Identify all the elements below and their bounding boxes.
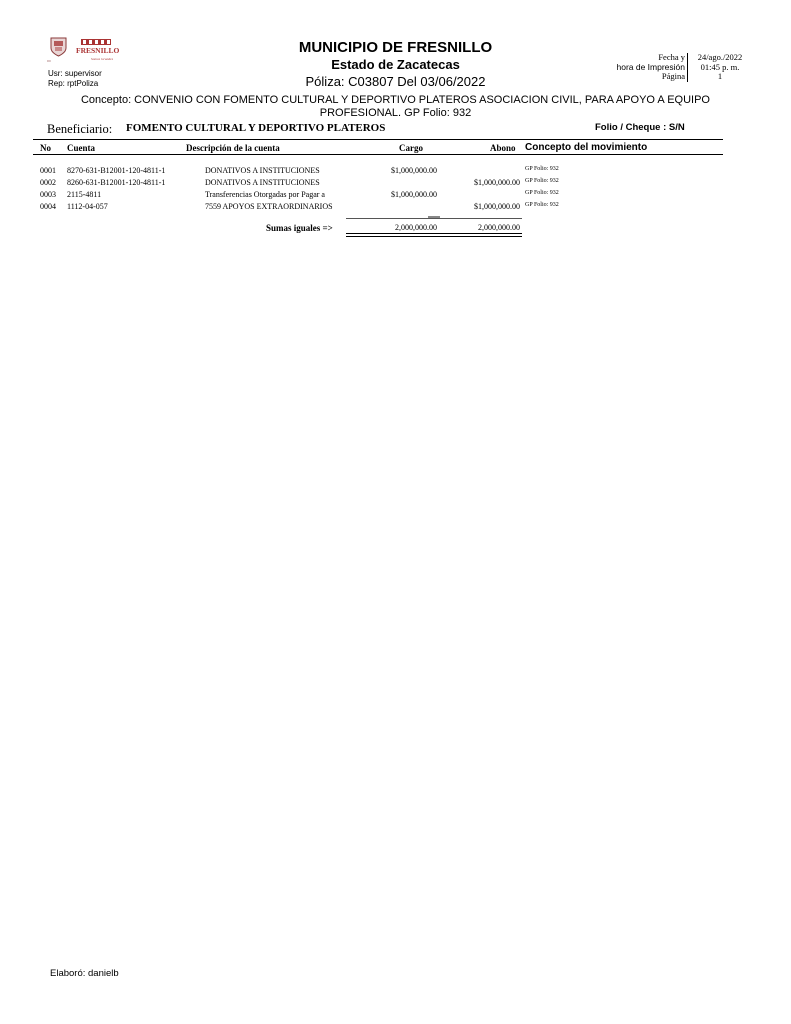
sumas-iguales-label: Sumas iguales => [266, 223, 333, 233]
folio-cheque: Folio / Cheque : S/N [595, 122, 685, 133]
elaboro-label: Elaboró: danielb [50, 968, 119, 979]
column-header-concepto: Concepto del movimiento [525, 142, 648, 153]
print-info-divider [687, 53, 688, 82]
logo-tagline-small: ▭ [47, 58, 51, 63]
hora-value: 01:45 p. m. [700, 61, 740, 72]
pagina-value: 1 [717, 71, 723, 81]
row-cuenta: 2115-4811 [67, 190, 102, 199]
column-header-cuenta: Cuenta [67, 143, 96, 153]
row-cuenta: 8270-631-B12001-120-4811-1 [67, 166, 166, 175]
column-header-descripcion: Descripción de la cuenta [186, 143, 280, 153]
fecha-value: 24/ago./2022 [697, 52, 743, 62]
totals-line-top [346, 218, 522, 219]
concepto-line-2: PROFESIONAL. GP Folio: 932 [319, 107, 472, 119]
concepto-block [0, 94, 791, 120]
row-abono: $1,000,000.00 [474, 202, 520, 211]
poliza-line: Póliza: C03807 Del 03/06/2022 [305, 74, 486, 89]
table-row [0, 202, 791, 214]
row-cuenta: 1112-04-057 [67, 202, 108, 211]
column-header-cargo: Cargo [399, 143, 423, 153]
row-no: 0003 [40, 190, 56, 199]
page-subtitle: Estado de Zacatecas [331, 57, 460, 72]
beneficiario-label: Beneficiario: [47, 122, 113, 136]
totals-double-line-2 [346, 236, 522, 237]
report-label: Rep: rptPoliza [48, 79, 99, 88]
totals-double-line-1 [346, 233, 522, 234]
row-concepto: GP Folio: 932 [525, 178, 559, 184]
user-label: Usr: supervisor [48, 69, 102, 78]
page-title: MUNICIPIO DE FRESNILLO [298, 39, 493, 56]
column-header-no: No [40, 143, 51, 153]
sum-cargo: 2,000,000.00 [395, 223, 437, 232]
row-no: 0002 [40, 178, 56, 187]
row-abono: $1,000,000.00 [474, 178, 520, 187]
row-descripcion: DONATIVOS A INSTITUCIONES [205, 178, 320, 187]
header-divider-top [33, 139, 723, 140]
table-row [0, 178, 791, 190]
beneficiario-value: FOMENTO CULTURAL Y DEPORTIVO PLATEROS [126, 122, 386, 134]
table-row [0, 166, 791, 178]
row-concepto: GP Folio: 932 [525, 166, 559, 172]
row-cargo: $1,000,000.00 [391, 166, 437, 175]
header-divider-bottom [33, 154, 723, 155]
row-cargo: $1,000,000.00 [391, 190, 437, 199]
fecha-label: Fecha y [658, 52, 685, 62]
hora-label: hora de Impresión [616, 61, 685, 72]
table-row [0, 190, 791, 202]
pagina-label: Página [661, 71, 685, 81]
row-descripcion: 7559 APOYOS EXTRAORDINARIOS [205, 202, 333, 211]
row-no: 0001 [40, 166, 56, 175]
row-descripcion: Transferencias Otorgadas por Pagar a [205, 190, 325, 199]
row-cuenta: 8260-631-B12001-120-4811-1 [67, 178, 166, 187]
sum-abono: 2,000,000.00 [478, 223, 520, 232]
row-concepto: GP Folio: 932 [525, 202, 559, 208]
svg-text:FRESNILLO: FRESNILLO [76, 46, 119, 55]
svg-text:Somos Grandes: Somos Grandes [91, 57, 114, 61]
row-concepto: GP Folio: 932 [525, 190, 559, 196]
print-info-labels [600, 53, 685, 82]
column-header-abono: Abono [490, 143, 516, 153]
row-no: 0004 [40, 202, 56, 211]
row-descripcion: DONATIVOS A INSTITUCIONES [205, 166, 320, 175]
concepto-line-1: Concepto: CONVENIO CON FOMENTO CULTURAL Y DEPORTIVO PLATEROS ASOCIACION CIVIL, PARA APOYO A EQUIPO [80, 94, 710, 106]
print-info-values [690, 53, 750, 82]
totals-join-mark [428, 216, 440, 218]
